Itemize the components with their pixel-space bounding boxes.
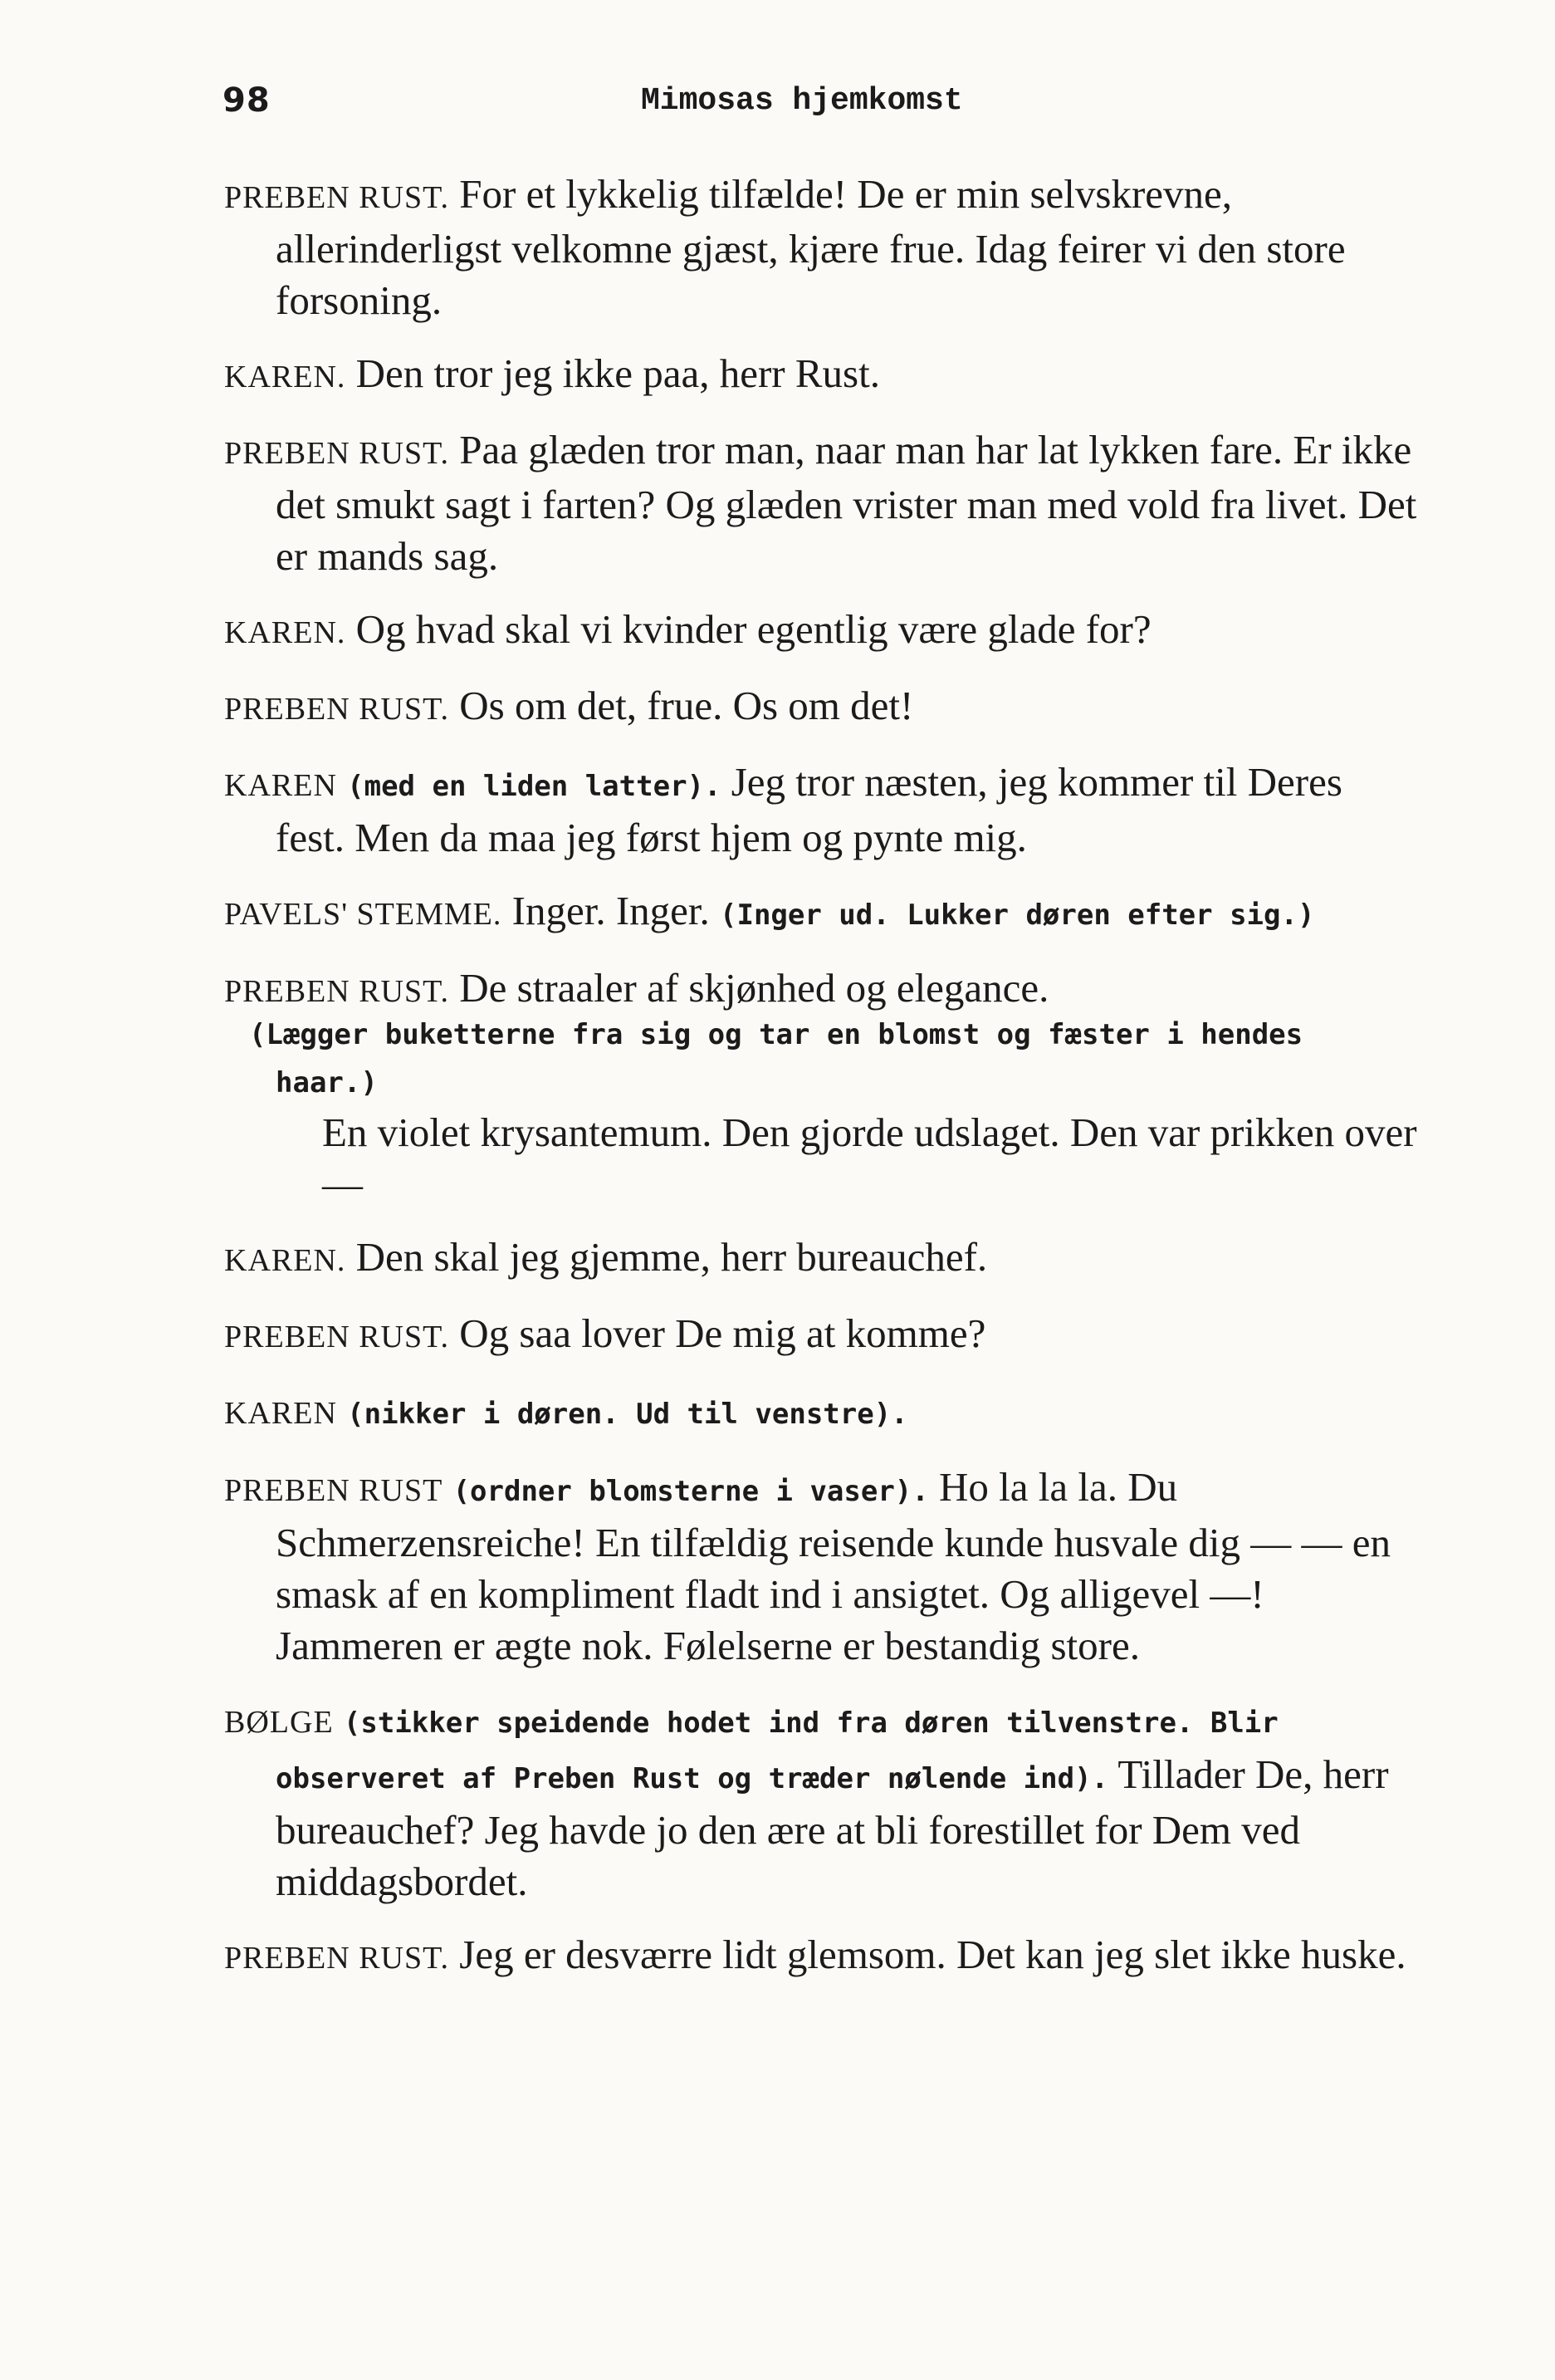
line-text: Tillader De, herr bureauchef? Jeg havde jo den ære at bli forestillet for Dem ved middagsbordet. <box>276 1751 1389 1904</box>
speaker-name: PREBEN RUST. <box>224 1320 450 1354</box>
speaker-name: PAVELS' STEMME. <box>224 897 502 932</box>
play-text <box>224 169 1420 2005</box>
stage-direction: (ordner blomsterne i vaser). <box>452 1475 929 1508</box>
speaker-name: KAREN. <box>224 615 346 650</box>
stage-direction: (Inger ud. Lukker døren efter sig.) <box>720 899 1315 932</box>
speaker-name: PREBEN RUST <box>224 1473 443 1508</box>
speaker-name: PREBEN RUST. <box>224 1941 450 1976</box>
dialogue-line <box>224 348 1420 403</box>
speaker-name: PREBEN RUST. <box>224 974 450 1009</box>
dialogue-line <box>224 1232 1420 1286</box>
dialogue-line <box>224 1462 1420 1672</box>
dialogue-line <box>224 1308 1420 1363</box>
speaker-name: KAREN. <box>224 1243 346 1278</box>
speaker-name: KAREN. <box>224 360 346 394</box>
dialogue-line <box>224 169 1420 326</box>
line-text: De straaler af skjønhed og elegance. <box>459 965 1049 1011</box>
speaker-name: PREBEN RUST. <box>224 436 450 471</box>
dialogue-line <box>224 885 1420 941</box>
speaker-name: PREBEN RUST. <box>224 180 450 215</box>
line-text: Den skal jeg gjemme, herr bureauchef. <box>355 1234 988 1280</box>
line-text: For et lykkelig tilfælde! De er min selvskrevne, allerinderligst velkomne gjæst, kjære frue. Idag feirer vi den store forsoning. <box>276 171 1346 323</box>
stage-direction: (med en liden latter). <box>347 770 721 803</box>
line-text: Ho la la la. Du Schmerzensreiche! En tilfældig reisende kunde husvale dig — — en smask af en kompliment fladt ind i ansigtet. Og alligevel —! Jammeren er ægte nok. Følelserne er bestandig store. <box>276 1464 1391 1668</box>
line-text: Jeg er desværre lidt glemsom. Det kan jeg slet ikke huske. <box>459 1932 1406 1977</box>
speaker-name: PREBEN RUST. <box>224 692 450 727</box>
dialogue-line <box>224 1693 1420 1907</box>
stage-direction: (stikker speidende hodet ind fra døren tilvenstre. Blir observeret af Preben Rust og træder nølende ind). <box>276 1707 1279 1795</box>
dialogue-line <box>224 1929 1420 1984</box>
dialogue-line <box>224 1384 1420 1440</box>
page-number: 98 <box>222 81 271 120</box>
speaker-name: KAREN <box>224 768 337 803</box>
page-header <box>222 81 1418 140</box>
line-text: Og hvad skal vi kvinder egentlig være glade for? <box>355 606 1152 652</box>
dialogue-line <box>224 680 1420 735</box>
dialogue-line <box>224 604 1420 659</box>
continuation-text: En violet krysantemum. Den gjorde udslaget. Den var prikken over — <box>322 1109 1417 1207</box>
line-text: Den tror jeg ikke paa, herr Rust. <box>355 350 880 396</box>
stage-direction-block: (Lægger buketterne fra sig og tar en blomst og fæster i hendes haar.) <box>249 1018 1303 1099</box>
running-title: Mimosas hjemkomst <box>641 83 963 119</box>
dialogue-line <box>224 757 1420 864</box>
dialogue-line <box>224 424 1420 582</box>
line-text: Inger. Inger. <box>511 888 710 933</box>
line-text: Og saa lover De mig at komme? <box>459 1310 986 1356</box>
dialogue-continuation <box>224 1107 1420 1210</box>
line-text: Os om det, frue. Os om det! <box>459 683 914 728</box>
line-text: Paa glæden tror man, naar man har lat lykken fare. Er ikke det smukt sagt i farten? Og glæden vrister man med vold fra livet. Det er mands sag. <box>276 427 1417 579</box>
speaker-name: KAREN <box>224 1396 337 1431</box>
line-text: Jeg tror næsten, jeg kommer til Deres fest. Men da maa jeg først hjem og pynte mig. <box>276 759 1342 860</box>
dialogue-line <box>224 962 1420 1017</box>
stage-direction: (nikker i døren. Ud til venstre). <box>347 1398 908 1431</box>
speaker-name: BØLGE <box>224 1705 334 1740</box>
